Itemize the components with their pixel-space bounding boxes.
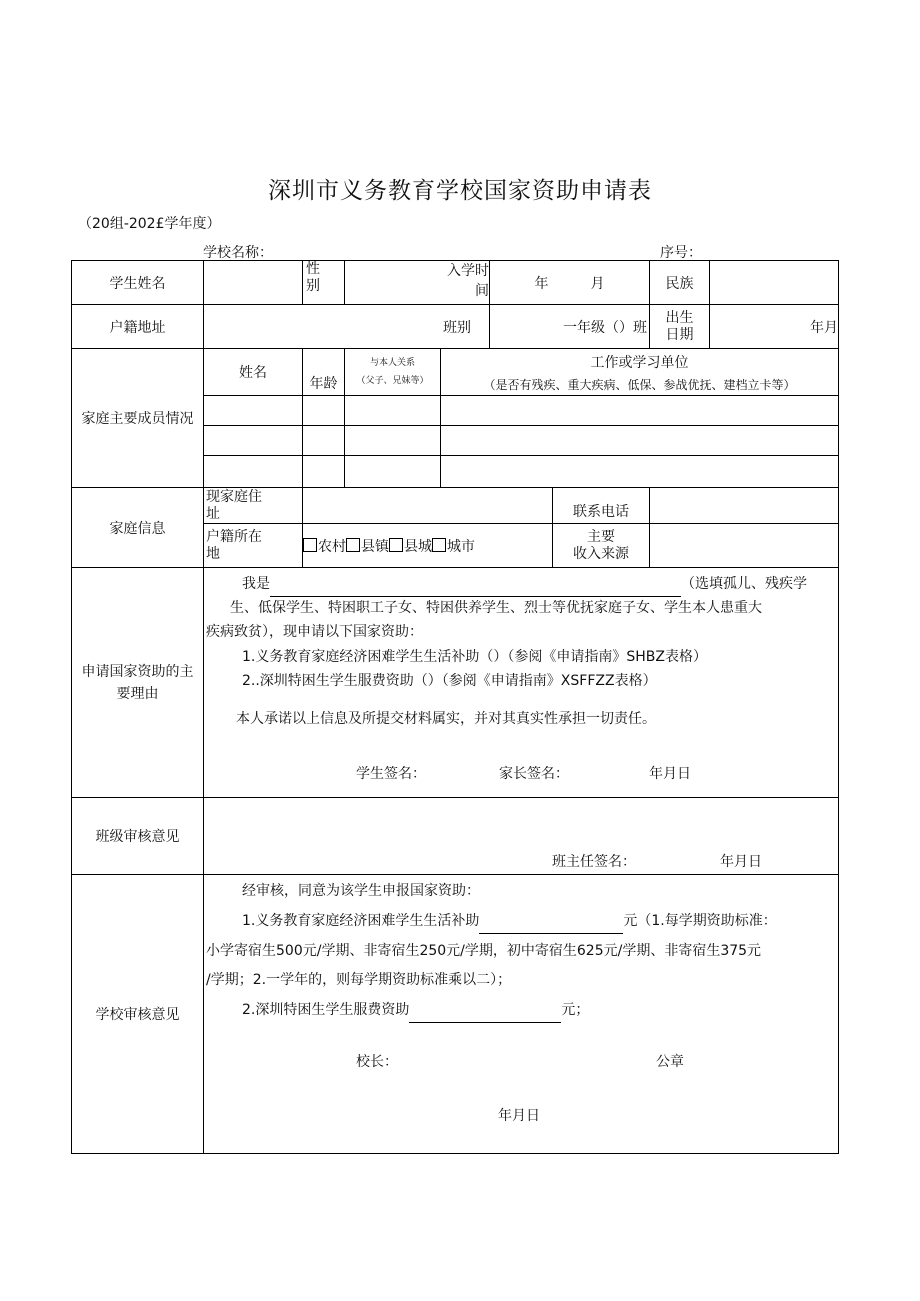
- income-source-field[interactable]: [650, 524, 839, 568]
- family-col-relation: [345, 349, 441, 396]
- page-title: 深圳市义务教育学校国家资助申请表: [268, 178, 652, 204]
- county-city-checkbox[interactable]: [389, 538, 403, 552]
- county-town-option: 县镇: [361, 538, 389, 555]
- reason-item-uniform-subsidy: 2..深圳特困生学生服费资助（）（参阅《申请指南》XSFFZZ表格）: [242, 673, 657, 689]
- enroll-date-field[interactable]: 年 月: [490, 261, 650, 305]
- school-review-standard-label: 元（1.每学期资助标准：: [623, 913, 777, 929]
- family-member-1-work[interactable]: [441, 396, 839, 426]
- application-form-table: [71, 260, 839, 1154]
- school-review-content: [204, 875, 839, 1154]
- class-label: 班别: [204, 305, 490, 349]
- living-subsidy-amount-field[interactable]: [479, 917, 623, 934]
- school-review-standard-line1: 小学寄宿生500元/学期、非寄宿生250元/学期，初中寄宿生625元/学期、非寄宿生375元: [206, 943, 762, 959]
- family-member-1-name[interactable]: [204, 396, 303, 426]
- hukou-place-label: 户籍所在 地: [204, 524, 303, 568]
- family-member-2-relation[interactable]: [345, 426, 441, 456]
- family-col-work-title: 工作或学习单位: [590, 354, 689, 371]
- reason-promise: 本人承诺以上信息及所提交材料属实，并对其真实性承担一切责任。: [236, 711, 656, 727]
- reason-line2: 生、低保学生、特困职工子女、特困供养学生、烈士等优抚家庭子女、学生本人患重大: [230, 600, 762, 616]
- family-member-3-work[interactable]: [441, 456, 839, 488]
- family-col-relation-hint: （父子、兄妹等）: [356, 376, 429, 386]
- school-review-intro: 经审核，同意为该学生申报国家资助：: [242, 883, 480, 899]
- family-member-1-age[interactable]: [303, 396, 345, 426]
- rural-checkbox[interactable]: [303, 538, 317, 552]
- reason-label: 申请国家资助的主要理由: [72, 568, 204, 798]
- family-col-relation-title: 与本人关系: [369, 358, 415, 368]
- enroll-date-label: 入学时 间: [345, 261, 490, 305]
- principal-label: 校长：: [356, 1054, 398, 1070]
- class-review-content[interactable]: [204, 798, 839, 875]
- home-address-label: 现家庭住 址: [204, 488, 303, 524]
- home-info-label: 家庭信息: [72, 488, 204, 568]
- phone-field[interactable]: [650, 488, 839, 524]
- school-review-label: 学校审核意见: [72, 875, 204, 1154]
- school-name-label: 学校名称：: [203, 245, 273, 261]
- student-name-label: 学生姓名: [72, 261, 204, 305]
- reason-identity-field[interactable]: [270, 580, 681, 597]
- income-source-label: 主要 收入来源: [553, 524, 650, 568]
- city-option: 城市: [447, 538, 475, 555]
- reason-options-hint: （选填孤儿、残疾学: [681, 576, 807, 592]
- academic-year: （20组-202£学年度）: [78, 216, 221, 232]
- family-member-2-name[interactable]: [204, 426, 303, 456]
- gender-label: 性 别: [303, 261, 345, 305]
- home-address-field[interactable]: [303, 488, 553, 524]
- class-review-label: 班级审核意见: [72, 798, 204, 875]
- teacher-signature-label: 班主任签名：: [552, 854, 636, 870]
- family-col-work: [441, 349, 839, 396]
- school-review-item2: [242, 998, 589, 1023]
- sequence-number-label: 序号：: [660, 245, 702, 261]
- rural-option: 农村: [318, 538, 346, 555]
- student-name-field[interactable]: [204, 261, 303, 305]
- reason-item-living-subsidy: 1.义务教育家庭经济困难学生生活补助（）（参阅《申请指南》SHBZ表格）: [242, 649, 707, 665]
- school-review-yuan-label: 元；: [561, 1002, 590, 1018]
- family-col-name: 姓名: [204, 349, 303, 396]
- birth-date-label: 出生 日期: [650, 305, 710, 349]
- birth-date-field[interactable]: 年月: [710, 305, 839, 349]
- family-member-3-name[interactable]: [204, 456, 303, 488]
- family-member-2-age[interactable]: [303, 426, 345, 456]
- family-members-label: 家庭主要成员情况: [72, 349, 204, 488]
- family-col-age: 年龄: [303, 349, 345, 396]
- school-review-standard-line2: /学期；2.一学年的，则每学期资助标准乘以二）；: [206, 972, 512, 988]
- reason-date-label: 年月日: [649, 766, 691, 782]
- county-city-option: 县城: [404, 538, 432, 555]
- student-signature-label: 学生签名：: [356, 766, 426, 782]
- grade-class-field[interactable]: 一年级（）班: [490, 305, 650, 349]
- hukou-address-label: 户籍地址: [72, 305, 204, 349]
- reason-i-am: 我是: [242, 576, 270, 592]
- family-member-3-relation[interactable]: [345, 456, 441, 488]
- phone-label: 联系电话: [553, 488, 650, 524]
- reason-line3: 疾病致贫），现申请以下国家资助：: [206, 624, 423, 640]
- family-col-work-hint: （是否有残疾、重大疾病、低保、参战优抚、建档立卡等）: [483, 377, 796, 392]
- family-member-1-relation[interactable]: [345, 396, 441, 426]
- family-member-3-age[interactable]: [303, 456, 345, 488]
- city-checkbox[interactable]: [432, 538, 446, 552]
- family-member-2-work[interactable]: [441, 426, 839, 456]
- school-review-item1: [242, 909, 777, 934]
- hukou-place-options: [303, 524, 553, 568]
- ethnicity-field[interactable]: [710, 261, 839, 305]
- class-review-date-label: 年月日: [720, 854, 762, 870]
- official-seal-label: 公章: [656, 1054, 684, 1070]
- uniform-subsidy-amount-field[interactable]: [409, 1006, 561, 1023]
- reason-line1: [242, 572, 807, 597]
- school-review-uniform-subsidy-label: 2.深圳特困生学生服费资助: [242, 1002, 410, 1018]
- school-review-date-label: 年月日: [498, 1108, 540, 1124]
- school-review-living-subsidy-label: 1.义务教育家庭经济困难学生生活补助: [242, 913, 480, 929]
- county-town-checkbox[interactable]: [346, 538, 360, 552]
- ethnicity-label: 民族: [650, 261, 710, 305]
- parent-signature-label: 家长签名：: [499, 766, 569, 782]
- reason-content: [204, 568, 839, 798]
